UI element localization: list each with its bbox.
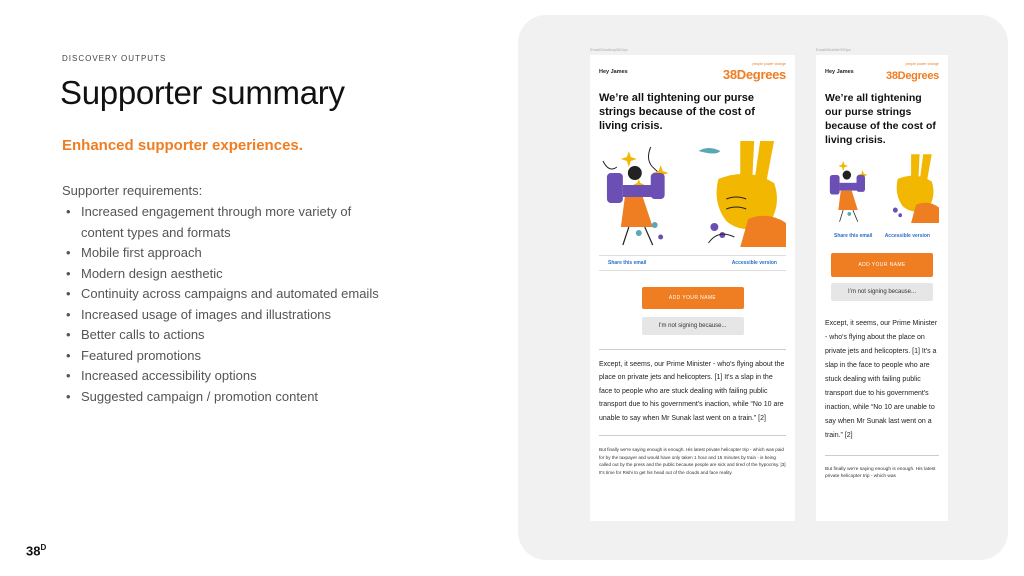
slide-subtitle: Enhanced supporter experiences.	[62, 137, 303, 154]
footer-logo	[26, 543, 46, 558]
requirement-item: • Featured promotions	[64, 346, 394, 367]
brand-tagline: people power change	[905, 62, 939, 66]
brand-logo	[723, 63, 786, 83]
slide-kicker: DISCOVERY OUTPUTS	[62, 54, 167, 63]
requirement-item: • Increased accessibility options	[64, 366, 394, 387]
share-email-link[interactable]: Share this email	[834, 232, 873, 239]
accessible-version-link[interactable]: Accessible version	[884, 232, 930, 239]
email-links-bar	[825, 229, 939, 243]
email-links-bar	[599, 255, 786, 271]
email-illustration	[599, 139, 786, 247]
requirement-item: • Continuity across campaigns and automated emails	[64, 284, 394, 305]
email-preview-panel	[518, 15, 1008, 560]
email-divider	[825, 455, 939, 456]
brand-tagline: people power change	[752, 62, 786, 66]
brand-name: 38Degrees	[886, 69, 939, 82]
requirement-item: • Mobile first approach	[64, 243, 394, 264]
email-greeting: Hey James	[825, 69, 854, 75]
not-signing-button[interactable]: I’m not signing because...	[831, 283, 933, 301]
email-small-text: But finally we're saying enough is enough. His latest private helicopter trip - which was	[825, 466, 936, 479]
email-greeting: Hey James	[599, 69, 628, 75]
footer-logo-sup: D	[40, 543, 47, 552]
email-illustration	[825, 153, 939, 223]
desktop-frame-label: Email/Desktop/600px	[590, 47, 628, 52]
mobile-email-preview	[816, 55, 948, 521]
add-your-name-button[interactable]: ADD YOUR NAME	[642, 287, 744, 309]
email-divider	[599, 349, 786, 350]
requirement-item: • Suggested campaign / promotion content	[64, 387, 394, 408]
requirement-item: • Better calls to actions	[64, 325, 394, 346]
brand-name: 38Degrees	[722, 66, 786, 82]
email-header	[816, 55, 948, 83]
requirement-item: • Increased usage of images and illustrations	[64, 305, 394, 326]
requirement-item: • Modern design aesthetic	[64, 264, 394, 285]
not-signing-button[interactable]: I’m not signing because...	[642, 317, 744, 335]
email-divider	[599, 435, 786, 436]
mobile-frame-label: Email/Mobile/390px	[816, 47, 851, 52]
brand-logo	[886, 63, 939, 83]
email-headline: We’re all tightening our purse strings because of the cost of living crisis.	[599, 91, 755, 132]
slide-title: Supporter summary	[60, 74, 345, 111]
desktop-email-preview	[590, 55, 795, 521]
requirements-list	[64, 202, 394, 407]
requirements-heading: Supporter requirements:	[62, 183, 203, 198]
campaign-illustration-icon	[825, 153, 939, 223]
footer-logo-text: 38	[26, 543, 41, 559]
requirement-item: • Increased engagement through more variety of content types and formats	[64, 202, 394, 243]
email-body-text: Except, it seems, our Prime Minister - who's flying about the place on private jets and helicopters. [1] It's a slap in the face to people who are stuck dealing with failing public transport due to his government's inaction, while “No 10 are unable to say when Mr Sunak last went on a train.” [2]	[825, 319, 938, 439]
campaign-illustration-icon	[599, 139, 786, 247]
share-email-link[interactable]: Share this email	[608, 259, 647, 266]
accessible-version-link[interactable]: Accessible version	[731, 259, 777, 266]
add-your-name-button[interactable]: ADD YOUR NAME	[831, 253, 933, 277]
email-headline: We’re all tightening our purse strings because of the cost of living crisis.	[825, 91, 936, 146]
email-header	[590, 55, 795, 83]
email-body-text: Except, it seems, our Prime Minister - who's flying about the place on private jets and helicopters. [1] It's a slap in the face to people who are stuck dealing with failing public transport due to his government's inaction, while “No 10 are unable to say when Mr Sunak last went on a train.” [2]	[599, 360, 785, 422]
email-small-text: But finally we're saying enough is enough. His latest private helicopter trip - which was paid for by the taxpayer and would have only taken 1 hour and 15 minutes by train - is being called out by the press and the public because people are sick and tired of the hypocrisy. [3] It's time for Rishi to get his head out of the clouds and face reality.	[599, 447, 786, 476]
